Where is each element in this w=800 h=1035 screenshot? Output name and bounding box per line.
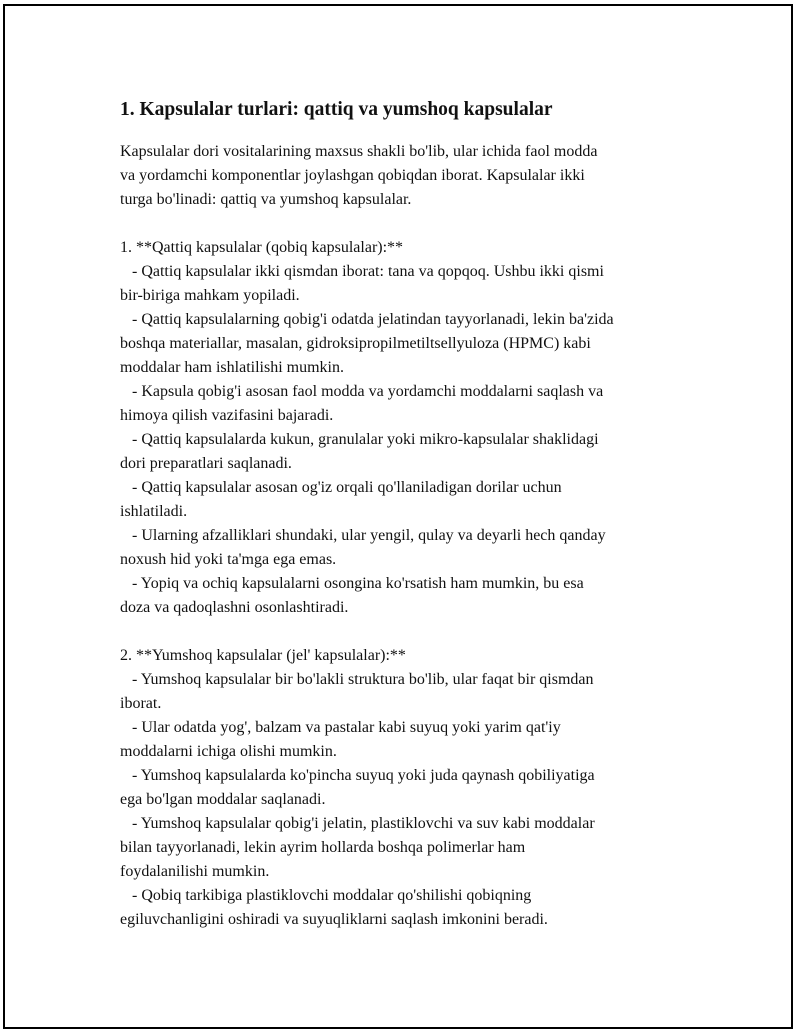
section-line: - Yopiq va ochiq kapsulalarni osongina ko'rsatish ham mumkin, bu esa [120, 575, 584, 592]
section-line: ishlatiladi. [120, 503, 188, 520]
section-line: moddalarni ichiga olishi mumkin. [120, 743, 337, 760]
intro-paragraph [120, 140, 700, 212]
intro-line: Kapsulalar dori vositalarining maxsus shakli bo'lib, ular ichida faol modda [120, 143, 598, 160]
section-soft-capsules [120, 644, 700, 932]
section-line: noxush hid yoki ta'mga ega emas. [120, 551, 337, 568]
section-heading: 2. **Yumshoq kapsulalar (jel' kapsulalar):** [120, 647, 406, 664]
section-line: iborat. [120, 695, 162, 712]
section-line: egiluvchanligini oshiradi va suyuqliklarni saqlash imkonini beradi. [120, 911, 548, 928]
section-line: boshqa materiallar, masalan, gidroksipropilmetiltsellyuloza (HPMC) kabi [120, 335, 591, 352]
section-hard-capsules [120, 236, 700, 620]
blank-line [120, 212, 700, 236]
intro-line: turga bo'linadi: qattiq va yumshoq kapsulalar. [120, 191, 412, 208]
section-line: bir-biriga mahkam yopiladi. [120, 287, 300, 304]
section-line: foydalanilishi mumkin. [120, 863, 270, 880]
section-line: moddalar ham ishlatilishi mumkin. [120, 359, 344, 376]
section-line: - Yumshoq kapsulalarda ko'pincha suyuq yoki juda qaynash qobiliyatiga [120, 767, 595, 784]
section-line: - Ularning afzalliklari shundaki, ular yengil, qulay va deyarli hech qanday [120, 527, 606, 544]
intro-line: va yordamchi komponentlar joylashgan qobiqdan iborat. Kapsulalar ikki [120, 167, 585, 184]
blank-line [120, 620, 700, 644]
section-heading: 1. **Qattiq kapsulalar (qobiq kapsulalar):** [120, 239, 404, 256]
section-line: - Kapsula qobig'i asosan faol modda va yordamchi moddalarni saqlash va [120, 383, 604, 400]
document-page [3, 4, 793, 1029]
section-line: - Ular odatda yog', balzam va pastalar kabi suyuq yoki yarim qat'iy [120, 719, 561, 736]
section-line: ega bo'lgan moddalar saqlanadi. [120, 791, 326, 808]
document-body [120, 96, 700, 932]
section-line: - Qattiq kapsulalarda kukun, granulalar yoki mikro-kapsulalar shaklidagi [120, 431, 599, 448]
section-line: - Yumshoq kapsulalar bir bo'lakli struktura bo'lib, ular faqat bir qismdan [120, 671, 594, 688]
section-line: himoya qilish vazifasini bajaradi. [120, 407, 334, 424]
section-line: bilan tayyorlanadi, lekin ayrim hollarda boshqa polimerlar ham [120, 839, 526, 856]
document-title: 1. Kapsulalar turlari: qattiq va yumshoq kapsulalar [120, 99, 553, 120]
section-line: - Qattiq kapsulalar ikki qismdan iborat: tana va qopqoq. Ushbu ikki qismi [120, 263, 604, 280]
section-line: - Qattiq kapsulalarning qobig'i odatda jelatindan tayyorlanadi, lekin ba'zida [120, 311, 614, 328]
section-line: - Qattiq kapsulalar asosan og'iz orqali qo'llaniladigan dorilar uchun [120, 479, 562, 496]
section-line: - Qobiq tarkibiga plastiklovchi moddalar qo'shilishi qobiqning [120, 887, 532, 904]
section-line: - Yumshoq kapsulalar qobig'i jelatin, plastiklovchi va suv kabi moddalar [120, 815, 595, 832]
section-line: doza va qadoqlashni osonlashtiradi. [120, 599, 349, 616]
section-line: dori preparatlari saqlanadi. [120, 455, 292, 472]
